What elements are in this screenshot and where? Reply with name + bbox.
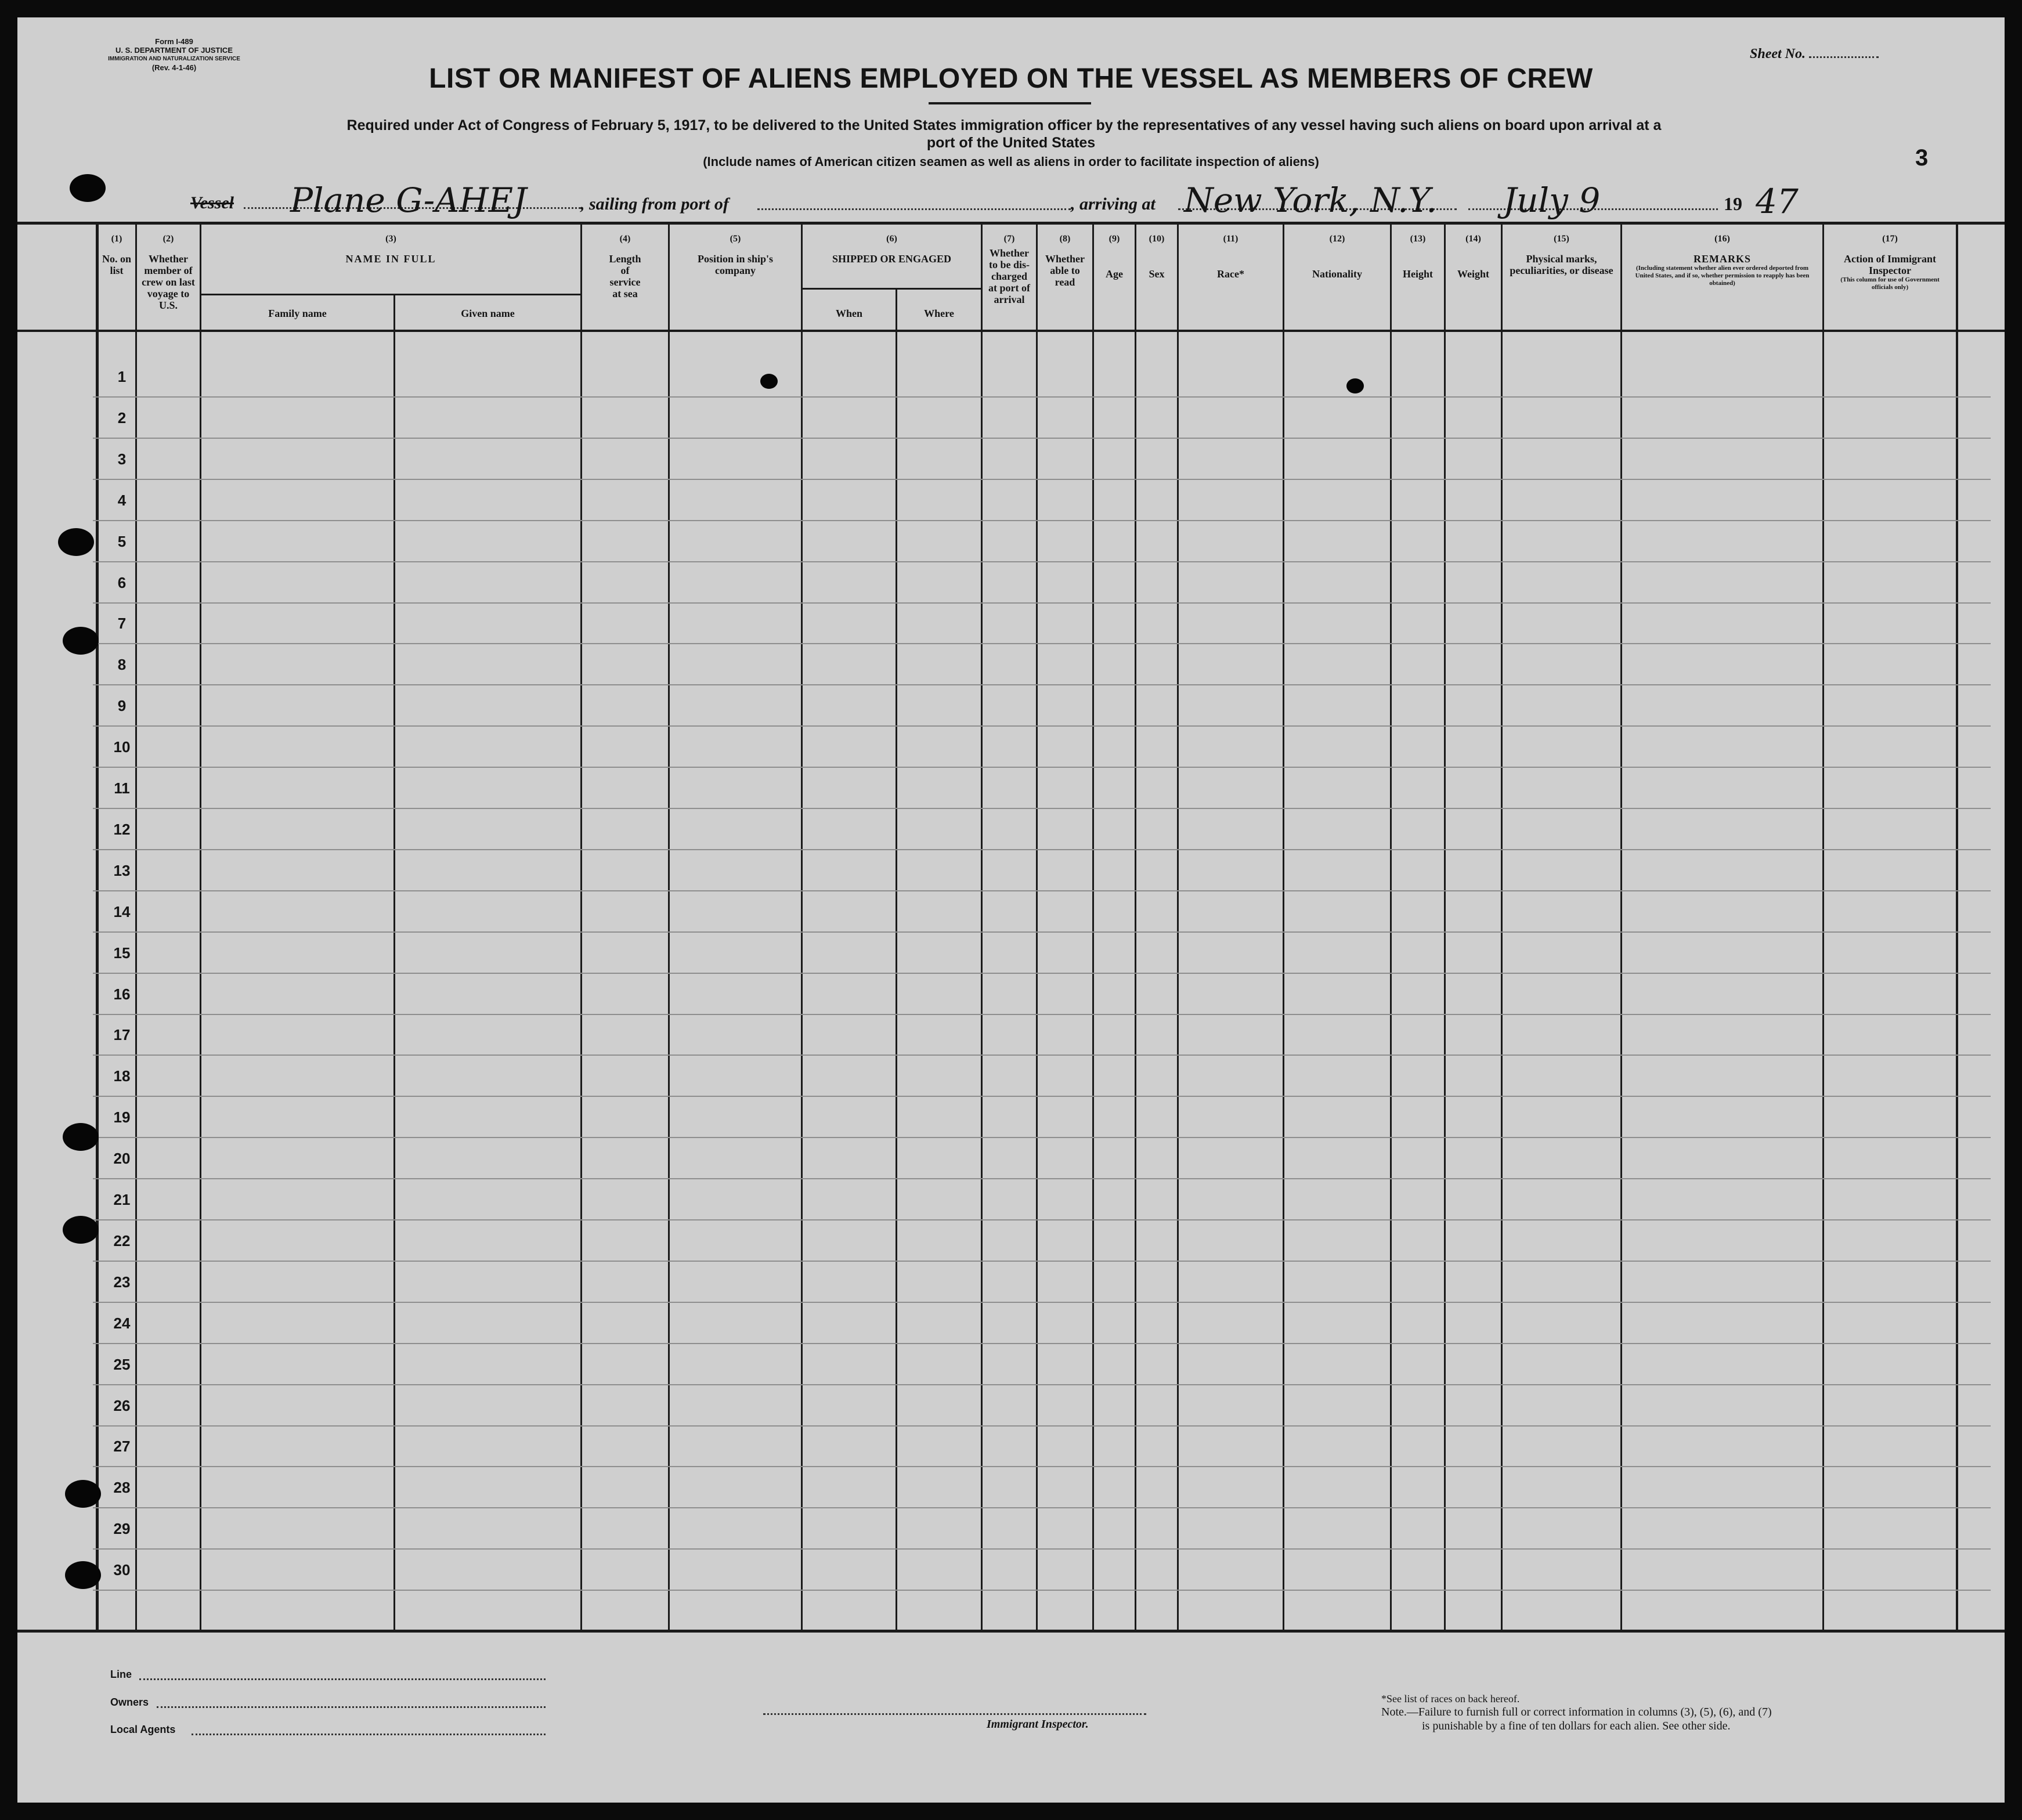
col-label-17: Action of Immigrant Inspector [1844, 253, 1936, 276]
punch-hole-4 [63, 1123, 99, 1151]
year-value: 47 [1756, 182, 1799, 221]
row-number-16: 16 [113, 985, 131, 1003]
row-number-24: 24 [113, 1315, 131, 1332]
row-number-19: 19 [113, 1108, 131, 1126]
col-label-3: NAME IN FULL [345, 253, 436, 265]
row-rule [93, 1178, 1991, 1179]
col-num-17: (17) [1882, 234, 1898, 244]
col-sep-5 [668, 222, 670, 1632]
col-sep-7 [981, 222, 983, 1632]
col-num-15: (15) [1554, 234, 1569, 244]
row-rule [93, 849, 1991, 850]
row-rule [93, 1302, 1991, 1303]
row-rule [93, 1343, 1991, 1344]
col-header-16 [1622, 233, 1822, 287]
col-label-9: Age [1106, 268, 1123, 280]
col-num-7: (7) [1003, 234, 1015, 244]
row-number-14: 14 [113, 903, 131, 920]
col-label-8: Whether able to read [1045, 253, 1085, 288]
sheet-no-field[interactable] [1809, 56, 1879, 58]
row-number-30: 30 [113, 1561, 131, 1579]
row-rule [93, 767, 1991, 768]
row-rule [93, 1548, 1991, 1550]
row-rule [93, 1014, 1991, 1015]
col-header-6 [803, 233, 981, 265]
row-number-20: 20 [113, 1150, 131, 1167]
col-sep-15 [1501, 222, 1503, 1632]
row-rule [93, 479, 1991, 480]
row-number-22: 22 [113, 1232, 131, 1250]
col-header-14 [1446, 233, 1501, 280]
col-num-8: (8) [1059, 234, 1071, 244]
vessel-label: Vessel [190, 193, 234, 212]
row-number-9: 9 [117, 697, 127, 714]
row-number-25: 25 [113, 1356, 131, 1373]
form-subtitle-3: (Include names of American citizen seamen as well as aliens in order to facilitate inspection of aliens) [703, 154, 1319, 169]
col-num-12: (12) [1329, 234, 1345, 244]
row-rule [93, 890, 1991, 891]
row-number-12: 12 [113, 821, 131, 838]
col-header-8 [1038, 233, 1092, 288]
name-subheader-rule [200, 294, 582, 295]
row-rule [93, 1055, 1991, 1056]
row-number-10: 10 [113, 738, 131, 756]
col-sep-9 [1092, 222, 1094, 1632]
row-number-18: 18 [113, 1067, 131, 1085]
title-rule [929, 102, 1091, 104]
col-num-11: (11) [1223, 234, 1239, 244]
col-label-5: Position in ship's company [697, 253, 774, 276]
row-number-21: 21 [113, 1191, 131, 1208]
punch-hole-6 [65, 1480, 101, 1508]
sailing-label: , sailing from port of [580, 194, 729, 214]
row-rule [93, 973, 1991, 974]
footer-owners-label: Owners [110, 1696, 149, 1708]
col-header-6-when: When [835, 308, 862, 319]
row-rule [93, 520, 1991, 521]
col-sep-8 [1036, 222, 1038, 1632]
col-header-17 [1824, 233, 1956, 291]
col-header-1 [99, 233, 135, 276]
col-header-11 [1179, 233, 1283, 280]
row-number-4: 4 [117, 492, 127, 509]
row-rule [93, 1590, 1991, 1591]
arriving-label: , arriving at [1071, 194, 1156, 214]
col-header-15 [1503, 233, 1620, 276]
row-rule [93, 438, 1991, 439]
col-sep-2 [135, 222, 137, 1632]
col-num-5: (5) [730, 234, 741, 244]
punch-hole-7 [65, 1561, 101, 1589]
col-label-11: Race* [1217, 268, 1244, 280]
sheet-no-label: Sheet No. [1750, 46, 1806, 62]
footer-line-field[interactable] [139, 1677, 546, 1680]
arriving-value: New York, N.Y. [1184, 180, 1437, 220]
row-rule [93, 1384, 1991, 1385]
row-number-27: 27 [113, 1438, 131, 1455]
col-sep-17 [1822, 222, 1824, 1632]
row-number-7: 7 [117, 615, 127, 632]
col-label-4: Length of service at sea [609, 253, 641, 299]
col-header-3-family: Family name [268, 308, 327, 319]
date-value: July 9 [1503, 180, 1601, 220]
row-rule [93, 1261, 1991, 1262]
footer-agents-label: Local Agents [110, 1724, 176, 1735]
row-rule [93, 808, 1991, 809]
punch-hole-2 [58, 528, 94, 556]
header-bottom-border [17, 330, 2005, 332]
col-header-3-given: Given name [461, 308, 515, 319]
col-header-2 [137, 233, 200, 311]
row-rule [93, 684, 1991, 685]
form-id-line-1: Form I-489 [155, 37, 193, 46]
col-num-10: (10) [1149, 234, 1165, 244]
col-num-2: (2) [163, 234, 174, 244]
form-id-line-2: U. S. DEPARTMENT OF JUSTICE [115, 46, 233, 55]
col-label-10: Sex [1149, 268, 1165, 280]
col-num-3: (3) [385, 234, 396, 244]
punch-hole-1 [70, 174, 106, 202]
row-rule [93, 561, 1991, 562]
col-header-7 [983, 233, 1036, 305]
form-id-line-3: IMMIGRATION AND NATURALIZATION SERVICE [108, 56, 240, 62]
year-prefix: 19 [1724, 193, 1742, 214]
row-rule [93, 643, 1991, 644]
footer-note-2: is punishable by a fine of ten dollars for each alien. See other side. [1422, 1720, 1731, 1732]
col-sep-4 [580, 222, 582, 1632]
row-number-3: 3 [117, 450, 127, 468]
col-label-1: No. on list [102, 253, 131, 276]
col-header-9 [1094, 233, 1135, 280]
row-rule [93, 1219, 1991, 1220]
col-label-14: Weight [1457, 268, 1489, 280]
col-header-3 [201, 233, 580, 265]
col-sep-10 [1135, 222, 1136, 1632]
punch-hole-3 [63, 627, 99, 655]
col-header-4 [582, 233, 668, 299]
col-sep-11 [1177, 222, 1179, 1632]
col-label-7: Whether to be dis-charged at port of arrival [988, 247, 1030, 305]
form-subtitle-1: Required under Act of Congress of February 5, 1917, to be delivered to the United States immigration officer by the representatives of any vessel having such aliens on board upon arrival at a [346, 117, 1662, 133]
row-rule [93, 1507, 1991, 1508]
row-rule [93, 1096, 1991, 1097]
inspector-signature-field[interactable] [763, 1712, 1146, 1715]
row-number-29: 29 [113, 1520, 131, 1537]
row-rule [93, 396, 1991, 398]
row-number-28: 28 [113, 1479, 131, 1496]
row-rule [93, 725, 1991, 727]
col-label-13: Height [1403, 268, 1433, 280]
col-num-14: (14) [1465, 234, 1481, 244]
ink-blot-1 [760, 374, 778, 389]
row-number-1: 1 [117, 368, 127, 385]
col-header-12 [1284, 233, 1390, 280]
races-note: *See list of races on back hereof. [1381, 1693, 1520, 1705]
punch-hole-5 [63, 1216, 99, 1244]
form-title: LIST OR MANIFEST OF ALIENS EMPLOYED ON THE VESSEL AS MEMBERS OF CREW [429, 63, 1593, 94]
col-sep-16 [1620, 222, 1622, 1632]
manifest-sheet [17, 17, 2005, 1803]
row-rule [93, 931, 1991, 933]
col-sep-12 [1283, 222, 1284, 1632]
col-label-16: REMARKS [1693, 253, 1751, 265]
table-bottom-border [17, 1630, 2005, 1633]
vessel-value: Plane G-AHEJ [290, 180, 527, 220]
col-num-6: (6) [886, 234, 897, 244]
footer-owners-field[interactable] [157, 1705, 546, 1708]
col-note-17: (This column for use of Government officials only) [1840, 276, 1940, 291]
row-number-5: 5 [117, 533, 127, 550]
row-rule [93, 1466, 1991, 1467]
col-sep-3b [393, 294, 395, 1632]
shipped-subheader-rule [801, 288, 983, 290]
col-label-15: Physical marks, peculiarities, or disease [1510, 253, 1613, 276]
row-rule [93, 1425, 1991, 1427]
inspector-label: Immigrant Inspector. [987, 1718, 1089, 1731]
col-header-6-where: Where [924, 308, 954, 319]
col-sep-6 [801, 222, 803, 1632]
col-note-16: (Including statement whether alien ever ordered deported from United States, and if so, whether permission to reapply has been obtained) [1635, 265, 1810, 287]
row-number-11: 11 [114, 779, 130, 797]
col-sep-6b [896, 288, 897, 1632]
col-num-1: (1) [111, 234, 122, 244]
col-sep-3 [200, 222, 201, 1632]
footer-agents-field[interactable] [192, 1732, 546, 1735]
row-rule [93, 602, 1991, 604]
col-num-16: (16) [1714, 234, 1730, 244]
footer-line-label: Line [110, 1669, 132, 1680]
row-number-8: 8 [117, 656, 127, 673]
ink-blot-2 [1346, 378, 1364, 393]
row-number-15: 15 [113, 944, 131, 962]
col-label-6: SHIPPED OR ENGAGED [832, 253, 952, 265]
col-sep-14 [1444, 222, 1446, 1632]
col-num-13: (13) [1410, 234, 1426, 244]
col-num-4: (4) [619, 234, 631, 244]
sheet-number: 3 [1915, 145, 1929, 171]
row-number-17: 17 [113, 1026, 131, 1043]
row-number-23: 23 [113, 1273, 131, 1291]
sheet-no [1750, 46, 1879, 62]
col-num-9: (9) [1109, 234, 1120, 244]
row-number-6: 6 [117, 574, 127, 591]
col-sep-18 [1956, 222, 1958, 1632]
sailing-field[interactable] [757, 207, 1071, 210]
form-subtitle-2: port of the United States [926, 135, 1096, 151]
form-id-line-4: (Rev. 4-1-46) [151, 63, 197, 72]
col-header-10 [1136, 233, 1177, 280]
row-number-13: 13 [113, 862, 131, 879]
col-label-12: Nationality [1312, 268, 1362, 280]
row-rule [93, 1137, 1991, 1138]
col-label-2: Whether member of crew on last voyage to U.S. [142, 253, 195, 311]
footer-note-1: Note.—Failure to furnish full or correct information in columns (3), (5), (6), and (7) [1381, 1706, 1772, 1718]
col-header-5 [670, 233, 801, 276]
row-number-26: 26 [113, 1397, 131, 1414]
row-number-2: 2 [117, 409, 127, 427]
voyage-line [17, 180, 2005, 221]
col-sep-13 [1390, 222, 1392, 1632]
col-header-13 [1392, 233, 1444, 280]
col-sep-1 [96, 222, 99, 1632]
table-top-border [17, 222, 2005, 225]
